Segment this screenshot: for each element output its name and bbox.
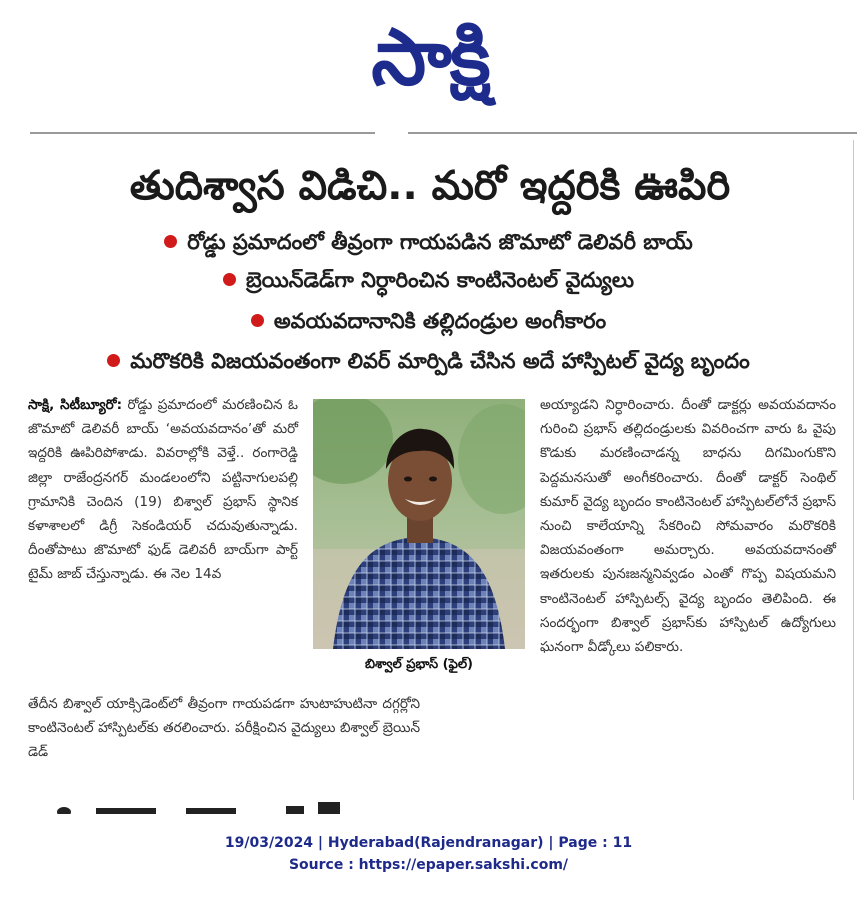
subhead-text: రోడ్డు ప్రమాదంలో తీవ్రంగా గాయపడిన జొమాటో డెలివరీ బాయ్	[187, 230, 693, 254]
divider-right	[408, 132, 857, 134]
photo-caption: బిశ్వాల్ ప్రభాస్ (ఫైల్)	[365, 657, 473, 672]
subhead-2	[0, 266, 857, 294]
portrait-image	[313, 399, 525, 649]
article-text-bottom: తేదీన బిశ్వాల్ యాక్సిడెంట్‌లో తీవ్రంగా గాయపడగా హుటాహుటినా దగ్గర్లోని కాంటినెంటల్ హాస్పిటల్‌కు తరలించారు. పరీక్షించిన వైద్యులు బిశ్వాల్ బ్రెయిన్ డెడ్	[28, 696, 420, 761]
headline: తుదిశ్వాస విడిచి.. మరో ఇద్దరికి ఊపిరి	[129, 163, 731, 209]
next-article-cutoff	[56, 800, 356, 814]
article-column-bottom	[28, 692, 420, 765]
bullet-icon	[107, 354, 120, 367]
divider-left	[30, 132, 375, 134]
footer	[0, 832, 857, 876]
footer-date-page: 19/03/2024 | Hyderabad(Rajendranagar) | Page : 11	[224, 835, 633, 851]
dateline: సాక్షి, సిటీబ్యూరో:	[28, 397, 123, 413]
subhead-text: బ్రెయిన్‌డెడ్‌గా నిర్ధారించిన కాంటినెంటల్ వైద్యులు	[245, 268, 635, 292]
subhead-text: అవయవదానానికి తల్లిదండ్రుల అంగీకారం	[273, 309, 607, 333]
article-column-left	[28, 393, 298, 587]
bullet-icon	[251, 314, 264, 327]
subhead-text: మరొకరికి విజయవంతంగా లివర్ మార్పిడి చేసిన అదే హాస్పిటల్ వైద్య బృందం	[130, 349, 750, 373]
article-text-left: రోడ్డు ప్రమాదంలో మరణించిన ఓ జొమాటో డెలివరీ బాయ్ ‘అవయవదానం’తో మరో ఇద్దరికి ఊపిరిపోశాడు. వివరాల్లోకి వెళ్తే.. రంగారెడ్డి జిల్లా రాజేంద్రనగర్ మండలంలోని పట్టినాగులపల్లి గ్రామానికి చెందిన (19) బిశ్వాల్ ప్రభాస్ స్థానిక కళాశాలలో డిగ్రీ సెకండియర్ చదువుతున్నాడు. దీంతోపాటు జొమాటో ఫుడ్ డెలివరీ బాయ్‌గా పార్ట్ టైమ్ జాబ్ చేస్తున్నాడు. ఈ నెల 14వ	[28, 397, 298, 583]
subhead-3	[0, 307, 857, 335]
sakshi-logo: సాక్షి	[371, 13, 489, 103]
masthead	[0, 0, 857, 130]
photo	[313, 399, 525, 649]
bullet-icon	[223, 273, 236, 286]
footer-source: Source : https://epaper.sakshi.com/	[288, 857, 569, 873]
bullet-icon	[164, 235, 177, 248]
subhead-4	[0, 347, 857, 375]
article-text-right: అయ్యాడని నిర్ధారించారు. దీంతో డాక్టర్లు అవయవదానం గురించి ప్రభాస్ తల్లిదండ్రులకు వివరించగా వారు ఓ వైపు కొడుకు మరణించాడన్న బాధను దిగమింగుకొని పెద్దమనసుతో అంగీకరించారు. దీంతో డాక్టర్ సెంథిల్ కుమార్ వైద్య బృందం కాంటినెంటల్ హాస్పిటల్‌లోనే ప్రభాస్ నుంచి కాలేయాన్ని సేకరించి సోమవారం మరొకరికి విజయవంతంగా అమర్చారు. అవయవదానంతో ఇతరులకు పునఃజన్మనివ్వడం ఎంతో గొప్ప విషయమని కాంటినెంటల్ హాస్పిటల్స్ వైద్య బృందం తెలిపింది. ఈ సందర్భంగా బిశ్వాల్ ప్రభాస్‌కు హాస్పిటల్ ఉద్యోగులు ఘనంగా వీడ్కోలు పలికారు.	[540, 397, 836, 656]
subhead-1	[0, 228, 857, 256]
article-column-right	[540, 393, 836, 659]
page-edge-rule	[853, 140, 854, 800]
